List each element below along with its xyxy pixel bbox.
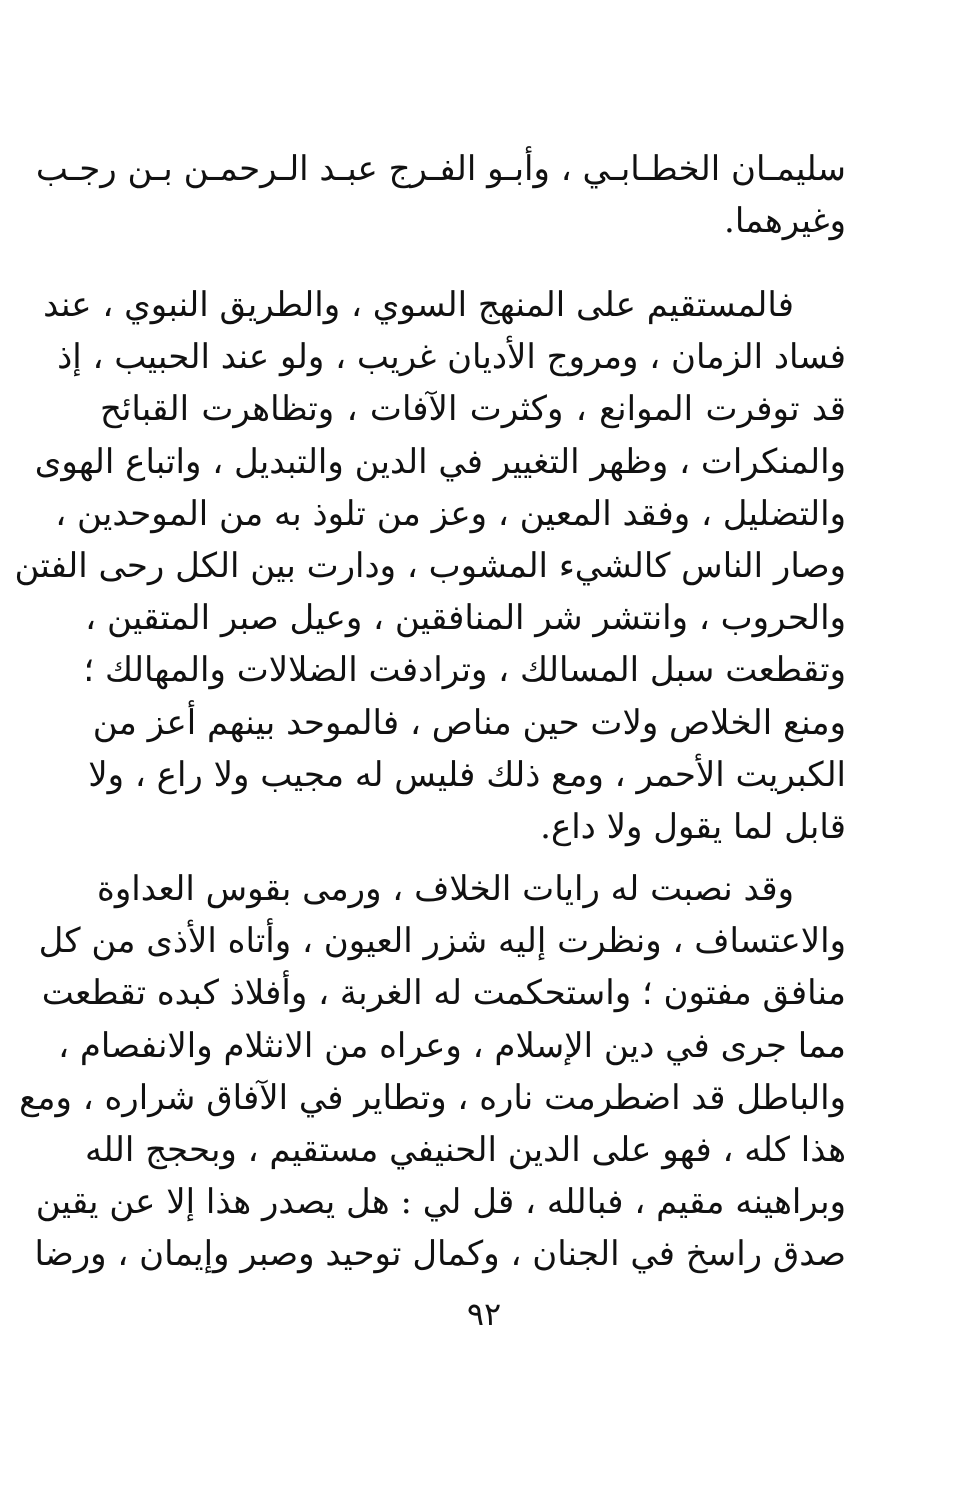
text-line: وقد نصبت له رايات الخلاف ، ورمى بقوس العداوة [97,869,794,909]
text-line: والتضليل ، وفقد المعين ، وعز من تلوذ به من الموحدين ، [55,493,846,534]
paragraph-1 [35,143,846,247]
text-line: والحروب ، وانتشر شر المنافقين ، وعيل صبر المتقين ، [85,598,846,639]
text-line: منافق مفتون ؛ واستحكمت له الغربة ، وأفلاذ كبده تقطعت [41,973,846,1014]
paragraph-3 [19,863,846,1281]
text-line: فالمستقيم على المنهج السوي ، والطريق النبوي ، عند [43,285,794,325]
text-line: فساد الزمان ، ومروج الأديان غريب ، ولو عند الحبيب ، إذ [57,337,846,378]
text-line: وتقطعت سبل المسالك ، وترادفت الضلالات والمهالك ؛ [83,650,846,691]
paragraph-2 [14,279,846,853]
text-line: قابل لما يقول ولا داع. [540,806,846,847]
text-line: وصار الناس كالشيء المشوب ، ودارت بين الكل رحى الفتن [14,545,846,586]
text-line: مما جرى في دين الإسلام ، وعراه من الانثلام والانفصام ، [58,1025,846,1066]
text-line: ومنع الخلاص ولات حين مناص ، فالموحد بينهم أعز من [92,702,846,743]
text-line: والمنكرات ، وظهر التغيير في الدين والتبديل ، واتباع الهوى [34,441,846,482]
text-line: قد توفرت الموانع ، وكثرت الآفات ، وتظاهرت القبائح [100,389,846,430]
text-line: صدق راسخ في الجنان ، وكمال توحيد وصبر وإيمان ، ورضا [34,1234,846,1275]
text-line: سليمـان الخطـابـي ، وأبـو الفـرج عبـد الـرحمـن بـن رجـب [35,149,846,189]
text-line: والاعتساف ، ونظرت إليه شزر العيون ، وأتاه الأذى من كل [38,921,846,962]
text-line: الكبريت الأحمر ، ومع ذلك فليس له مجيب ولا راع ، ولا [88,754,846,795]
page-number: ٩٢ [466,1295,502,1333]
text-line: وغيرهما. [724,201,846,242]
text-line: والباطل قد اضطرمت ناره ، وتطاير في الآفاق شراره ، ومع [19,1077,846,1118]
text-line: هذا كله ، فهو على الدين الحنيفي مستقيم ، وبحجج الله [85,1129,846,1170]
text-line: وبراهينه مقيم ، فبالله ، قل لي : هل يصدر هذا إلا عن يقين [35,1182,846,1223]
